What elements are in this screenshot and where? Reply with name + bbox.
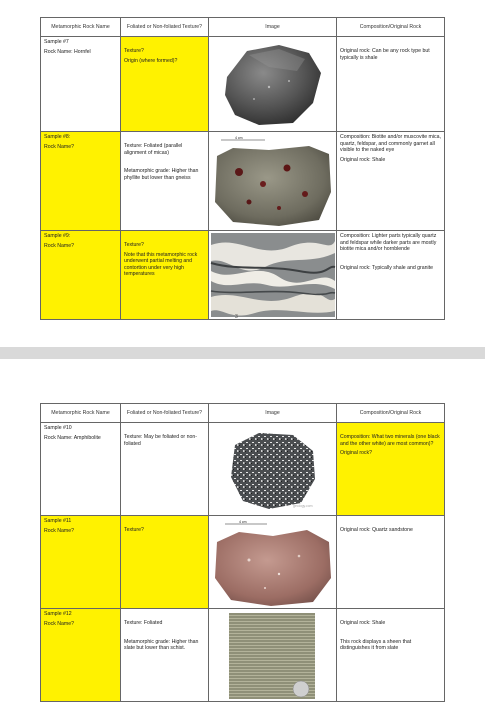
sample-label: Sample #7 (44, 39, 69, 45)
page-separator (0, 347, 485, 359)
texture-line: Note that this metamorphic rock underwent partial melting and contortion under very high temperatures (124, 251, 198, 278)
scale-bar-label: 4 cm (235, 136, 243, 140)
cell-composition-sample-9 (337, 231, 445, 320)
cell-composition-sample-12 (337, 609, 445, 702)
cell-name-sample-12 (41, 609, 121, 702)
phyllite-rock-image (209, 609, 336, 701)
cell-texture-sample-7 (121, 37, 209, 132)
sample-label: Sample #12 (44, 611, 72, 617)
hornfels-rock-image (209, 37, 336, 131)
texture-line: Texture: Foliated (parallel alignment of micas) (124, 143, 183, 156)
cell-image-sample-9 (209, 231, 337, 320)
quartzite-rock-image (209, 516, 336, 608)
cell-texture-sample-9 (121, 231, 209, 320)
texture-line: Texture? (124, 242, 144, 248)
table-row-sample-11 (41, 516, 445, 609)
header-image: Image (209, 404, 337, 423)
sample-label: Sample #11 (44, 518, 72, 524)
sample-label: Sample #10 (44, 425, 72, 431)
table-row-sample-8 (41, 132, 445, 231)
sample-label: Sample #8: (44, 134, 71, 140)
rock-name: Rock Name? (44, 143, 74, 150)
header-composition: Composition/Original Rock (337, 404, 445, 423)
cell-image-sample-12 (209, 609, 337, 702)
cell-name-sample-9 (41, 231, 121, 320)
composition-line: Original rock: Typically shale and granite (340, 264, 434, 271)
texture-line: Metamorphic grade: Higher than slate but lower than schist. (124, 638, 199, 652)
header-rock-name: Metamorphic Rock Name (41, 18, 121, 37)
table-row-sample-9 (41, 231, 445, 320)
cell-texture-sample-12 (121, 609, 209, 702)
document-page-2 (0, 359, 485, 700)
cell-image-sample-11 (209, 516, 337, 609)
texture-line: Texture? (124, 527, 144, 533)
cell-composition-sample-10 (337, 423, 445, 516)
cell-composition-sample-7 (337, 37, 445, 132)
cell-image-sample-7 (209, 37, 337, 132)
cell-name-sample-8 (41, 132, 121, 231)
table-row-sample-7 (41, 37, 445, 132)
texture-line: Metamorphic grade: Higher than phyllite but lower than gneiss (124, 168, 199, 181)
page-number: 3 (235, 314, 238, 320)
rock-name: Rock Name? (44, 242, 74, 249)
table-header-row (41, 18, 445, 37)
amphibolite-rock-image (209, 423, 336, 515)
rock-name: Rock Name: Amphibolite (44, 434, 101, 441)
document-page-1 (0, 0, 485, 347)
cell-image-sample-10 (209, 423, 337, 516)
composition-line: Original rock: Quartz sandstone (340, 527, 413, 533)
rock-table-1 (40, 17, 445, 320)
cell-image-sample-8 (209, 132, 337, 231)
composition-line: Composition: What two minerals (one black and the other white) are most common)? (340, 434, 440, 447)
composition-line: Composition: Lighter parts typically quartz and feldspar while darker parts are mostly biotite mica and/or hornblende (340, 233, 437, 253)
sample-label: Sample #9: (44, 233, 71, 239)
header-composition: Composition/Original Rock (337, 18, 445, 37)
cell-name-sample-10 (41, 423, 121, 516)
scale-bar-label: 4 cm (239, 520, 247, 524)
texture-line: Texture: Foliated (124, 620, 163, 626)
texture-line: Texture: May be foliated or non-foliated (124, 434, 197, 447)
composition-line: This rock displays a sheen that distinguishes it from slate (340, 638, 412, 652)
header-image: Image (209, 18, 337, 37)
garnet-schist-rock-image (209, 132, 336, 230)
header-texture: Foliated or Non-foliated Texture? (121, 18, 209, 37)
image-watermark: geology.com (293, 504, 313, 508)
cell-name-sample-11 (41, 516, 121, 609)
header-rock-name: Metamorphic Rock Name (41, 404, 121, 423)
cell-texture-sample-11 (121, 516, 209, 609)
migmatite-rock-image (209, 231, 336, 319)
table-row-sample-12 (41, 609, 445, 702)
rock-name: Rock Name? (44, 527, 74, 534)
composition-line: Composition: Biotite and/or muscovite mica, quartz, feldspar, and commonly garnet all visible to the naked eye (340, 134, 441, 154)
composition-line: Original rock? (340, 450, 373, 457)
cell-composition-sample-11 (337, 516, 445, 609)
texture-line: Origin (where formed)? (124, 57, 178, 64)
table-row-sample-10 (41, 423, 445, 516)
rock-name: Rock Name? (44, 620, 74, 627)
composition-line: Original rock: Can be any rock type but typically is shale (340, 48, 430, 61)
header-texture: Foliated or Non-foliated Texture? (121, 404, 209, 423)
composition-line: Original rock: Shale (340, 156, 386, 163)
texture-line: Texture? (124, 48, 144, 54)
table-header-row (41, 404, 445, 423)
rock-name: Rock Name: Hornfel (44, 48, 91, 55)
cell-texture-sample-8 (121, 132, 209, 231)
cell-composition-sample-8 (337, 132, 445, 231)
rock-table-2 (40, 403, 445, 702)
cell-texture-sample-10 (121, 423, 209, 516)
cell-name-sample-7 (41, 37, 121, 132)
composition-line: Original rock: Shale (340, 620, 386, 626)
